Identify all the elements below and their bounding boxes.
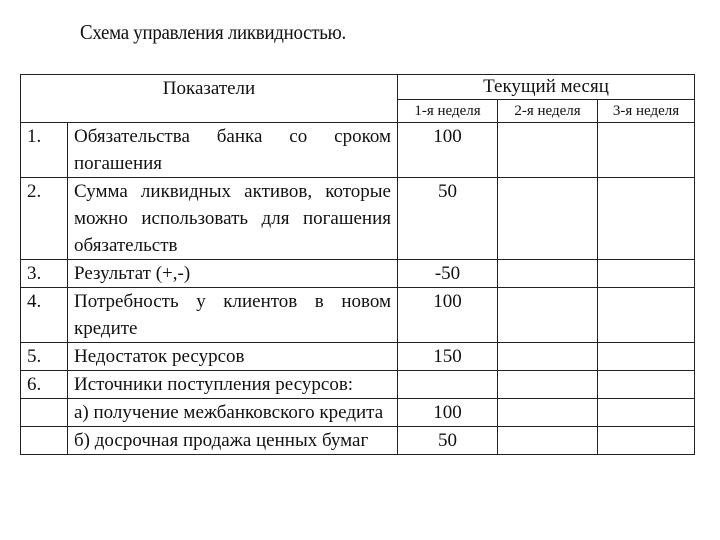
row-number: 6. <box>21 371 68 399</box>
row-number <box>21 427 68 455</box>
row-number: 2. <box>21 178 68 260</box>
table-row <box>21 399 695 427</box>
week-3-value <box>598 123 695 178</box>
table-row <box>21 123 695 178</box>
header-indicators: Показатели <box>21 75 398 123</box>
row-number: 4. <box>21 288 68 343</box>
week-2-value <box>498 371 598 399</box>
week-2-value <box>498 288 598 343</box>
week-1-value: 150 <box>398 343 498 371</box>
week-1-value: 100 <box>398 288 498 343</box>
week-2-value <box>498 427 598 455</box>
week-1-value <box>398 371 498 399</box>
week-1-value: -50 <box>398 260 498 288</box>
week-2-value <box>498 343 598 371</box>
header-current-month: Текущий месяц <box>398 75 695 100</box>
week-1-value: 100 <box>398 123 498 178</box>
header-week-3: 3-я неделя <box>598 100 695 123</box>
row-label: Потребность у клиентов в новом кредите <box>68 288 398 343</box>
row-label: Результат (+,-) <box>68 260 398 288</box>
week-2-value <box>498 123 598 178</box>
week-3-value <box>598 427 695 455</box>
week-1-value: 50 <box>398 427 498 455</box>
week-3-value <box>598 288 695 343</box>
page-title: Схема управления ликвидностью. <box>80 20 346 44</box>
row-label: Источники поступления ресурсов: <box>68 371 398 399</box>
row-number: 3. <box>21 260 68 288</box>
week-1-value: 100 <box>398 399 498 427</box>
week-3-value <box>598 399 695 427</box>
week-1-value: 50 <box>398 178 498 260</box>
table-row <box>21 288 695 343</box>
week-3-value <box>598 343 695 371</box>
header-week-2: 2-я неделя <box>498 100 598 123</box>
row-label: Недостаток ресурсов <box>68 343 398 371</box>
week-2-value <box>498 399 598 427</box>
table-row <box>21 178 695 260</box>
table-row <box>21 343 695 371</box>
week-3-value <box>598 260 695 288</box>
table-row <box>21 371 695 399</box>
row-label: Сумма ликвидных активов, которые можно использовать для погашения обязательств <box>68 178 398 260</box>
row-number <box>21 399 68 427</box>
table-row <box>21 427 695 455</box>
row-label: б) досрочная продажа ценных бумаг <box>68 427 398 455</box>
row-label: а) получение межбанковского кредита <box>68 399 398 427</box>
week-2-value <box>498 260 598 288</box>
table-row <box>21 260 695 288</box>
header-week-1: 1-я неделя <box>398 100 498 123</box>
liquidity-table <box>20 74 695 455</box>
row-number: 5. <box>21 343 68 371</box>
week-3-value <box>598 178 695 260</box>
week-2-value <box>498 178 598 260</box>
row-label: Обязательства банка со сроком погашения <box>68 123 398 178</box>
row-number: 1. <box>21 123 68 178</box>
week-3-value <box>598 371 695 399</box>
